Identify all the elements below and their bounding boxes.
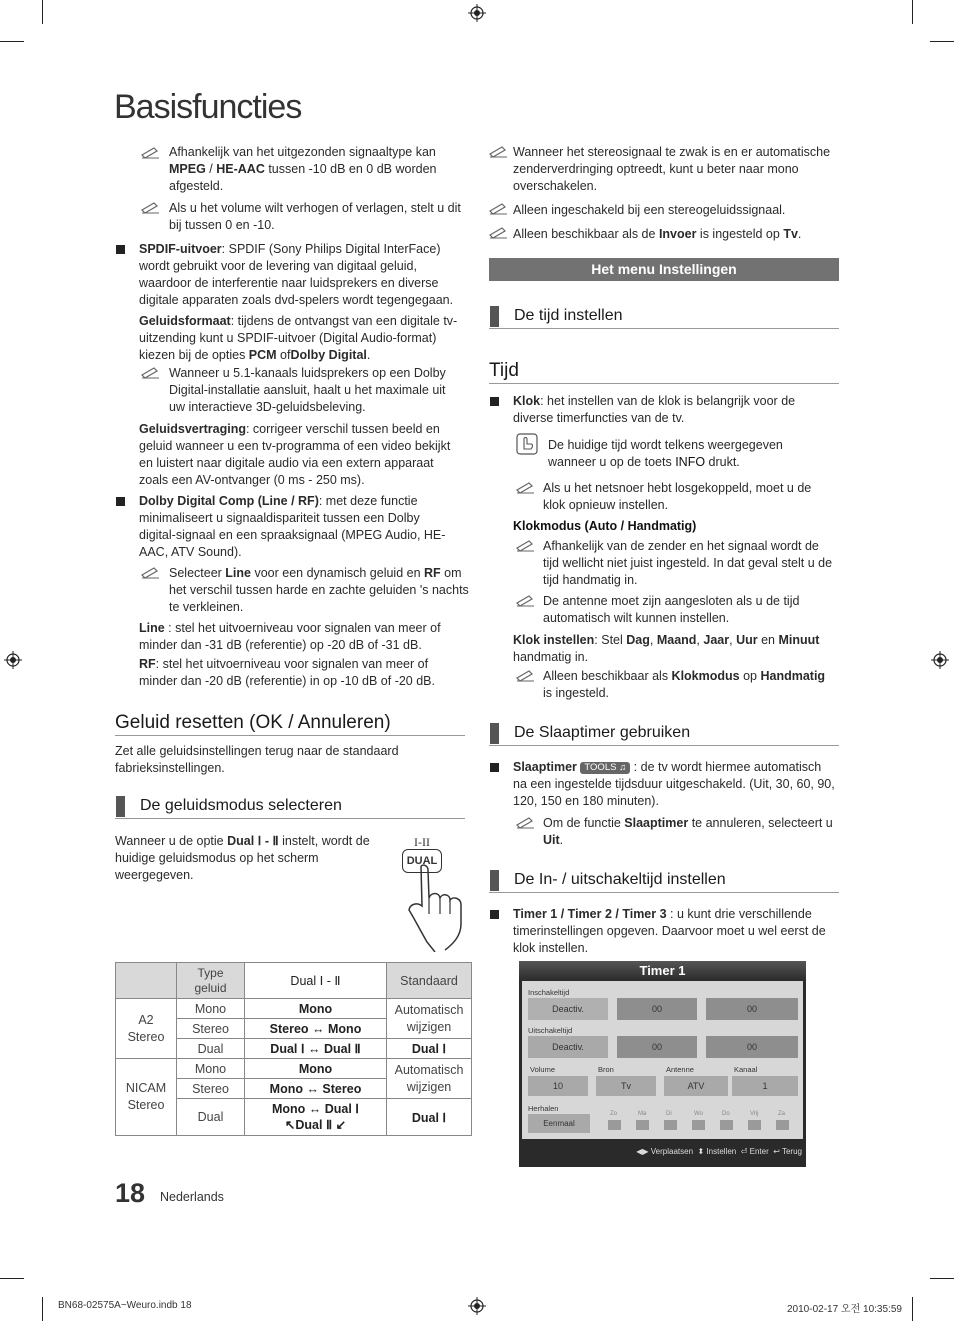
note-info-key: De huidige tijd wordt telkens weergegeven wanneer u op de toets INFO drukt. [548,438,783,469]
crop-mark [930,41,954,42]
on-minute-field[interactable]: 00 [706,998,798,1020]
table-cell [245,1099,387,1136]
day-label: Di [666,1111,672,1117]
pencil-note-icon [516,816,536,830]
sound-reset-text: Zet alle geluidsinstellingen terug naar de standaard fabrieksinstellingen. [115,744,399,775]
heading-sound-reset: Geluid resetten (OK / Annuleren) [115,712,391,733]
dual-button: DUAL [402,849,442,873]
adjust-arrows-icon: ⬍ [697,1147,705,1156]
move-arrows-icon: ◀▶ [636,1147,649,1156]
table-cell: Dual [177,1099,245,1136]
note-stereo-weak: Wanneer het stereosignaal te zwak is en er automatische zenderverdringing optreedt, kunt u beter naar mono overschakelen. [513,145,831,193]
heading-bar [490,306,499,327]
tools-badge: TOOLS ♫ [580,762,630,774]
channel-field[interactable]: 1 [732,1076,798,1096]
crop-mark [0,41,24,42]
registration-mark-icon [468,1297,486,1315]
note-input-tv: Alleen beschikbaar als de Invoer is ingesteld op Tv. [513,227,802,241]
timer-text: Timer 1 / Timer 2 / Timer 3 : u kunt drie verschillende timerinstellingen opgeven. Daarvoor moet u wel eerst de klok instellen. [513,907,826,955]
heading-bar [490,723,499,744]
table-cell: Mono [245,1059,387,1079]
crop-mark [42,1297,43,1321]
pencil-note-icon [489,226,509,240]
heading-underline [115,735,465,736]
day-label: Wo [694,1111,703,1117]
sound-mode-text: Wanneer u de optie Dual Ⅰ - Ⅱ instelt, wordt de huidige geluidsmodus op het scherm weergegeven. [115,834,370,882]
sleep-timer-text: Slaaptimer TOOLS ♫ : de tv wordt hiermee automatisch na een ingestelde tijdsduur uitgeschakeld. (Uit, 30, 60, 90, 120, 150 en 180 minuten). [513,760,835,808]
on-hour-field[interactable]: 00 [617,998,697,1020]
channel-label: Kanaal [734,1065,758,1074]
registration-mark-icon [4,651,22,669]
line-level-text: Line : stel het uitvoerniveau voor signalen van meer of minder dan -31 dB (referentie) op -20 dB of -31 dB. [139,621,441,652]
table-cell: Stereo [177,1019,245,1039]
table-cell: Stereo ↔ Mono [245,1019,387,1039]
table-cell: Mono [245,999,387,1019]
remote-hand-icon [516,433,538,455]
note-manual-only: Alleen beschikbaar als Klokmodus op Handmatig is ingesteld. [543,669,826,700]
heading-sleep-timer: De Slaaptimer gebruiken [514,724,691,741]
heading-on-off-timer: De In- / uitschakeltijd instellen [514,871,726,888]
clock-mode-label: Klokmodus (Auto / Handmatig) [513,519,697,533]
day-checkbox[interactable] [776,1120,789,1130]
volume-label: Volume [530,1065,556,1074]
timer-nav-bar: ◀▶ Verplaatsen ⬍ Instellen ⏎ Enter ↩ Terug [636,1147,802,1156]
note-antenna: De antenne moet zijn aangesloten als u de tijd automatisch wilt kunnen instellen. [543,594,800,625]
dolby-comp-text: Dolby Digital Comp (Line / RF): met deze functie minimaliseert u signaaldispariteit tussen een Dolby digital-signaal en een spraaksignaal (MPEG Audio, HE-AAC, ATV Sound). [139,494,446,559]
page-language: Nederlands [160,1190,224,1204]
bullet-square [490,397,499,406]
pencil-note-icon [489,202,509,216]
source-field[interactable]: Tv [596,1076,656,1096]
timer-screen [519,961,806,1167]
table-cell: Dual [177,1039,245,1059]
table-cell-line: Mono ↔ Dual Ⅰ [271,1102,359,1116]
day-label: Do [722,1111,730,1117]
pencil-note-icon [516,669,536,683]
note-dolby-51: Wanneer u 5.1-kanaals luidsprekers op een Dolby Digital-installatie aansluit, haalt u het maximale uit uw interactieve 3D-geluidsbeleving. [169,366,446,414]
table-header-cell: Dual Ⅰ - Ⅱ [245,963,387,999]
note-signal-type: Afhankelijk van het uitgezonden signaaltype kan MPEG / HE-AAC tussen -10 dB en 0 dB worden afgesteld. [169,145,437,193]
pencil-note-icon [141,201,161,215]
day-label: Zo [610,1111,618,1117]
pencil-note-icon [516,539,536,553]
heading-bar [116,796,125,817]
spdif-text: SPDIF-uitvoer: SPDIF (Sony Philips Digital InterFace) wordt gebruikt voor de levering van digitaal geluid, waardoor de interferentie naar luidsprekers en diverse digitale apparaten zoals dvd-spelers wordt tegengegaan. [139,242,454,307]
table-cell-line: ↖Dual Ⅱ ↙ [284,1118,347,1132]
crop-mark [0,1278,24,1279]
pencil-note-icon [516,594,536,608]
table-header-cell: Type geluid [177,963,245,999]
footer-file: BN68-02575A~Weuro.indb 18 [58,1300,192,1311]
day-checkbox[interactable] [720,1120,733,1130]
heading-underline [489,383,839,384]
day-checkbox[interactable] [692,1120,705,1130]
table-cell-system: A2 Stereo [116,999,177,1059]
enter-icon: ⏎ [740,1147,748,1156]
bullet-square [116,245,125,254]
off-hour-field[interactable]: 00 [617,1036,697,1058]
day-checkbox[interactable] [636,1120,649,1130]
crop-mark [42,0,43,24]
off-minute-field[interactable]: 00 [706,1036,798,1058]
source-label: Bron [598,1065,614,1074]
clock-text: Klok: het instellen van de klok is belangrijk voor de diverse timerfuncties van de tv. [513,394,796,425]
heading-underline [489,328,839,329]
table-cell: Mono [177,999,245,1019]
note-sleep-cancel: Om de functie Slaaptimer te annuleren, selecteert u Uit. [543,816,833,847]
table-cell: Dual Ⅰ [387,1099,472,1136]
crop-mark [912,0,913,24]
rf-level-text: RF: stel het uitvoerniveau voor signalen van meer of minder dan -20 dB (referentie) in op -10 dB of -20 dB. [139,657,435,688]
bullet-square [490,763,499,772]
remote-label: I-II [414,835,430,849]
sound-delay-text: Geluidsvertraging: corrigeer verschil tussen beeld en geluid wanneer u een tv-programma of een video bekijkt en luistert naar digitale audio via een extern apparaat zoals een AV-ontvanger (0 ms - 250 ms). [139,422,451,487]
off-time-label: Uitschakeltijd [528,1026,573,1035]
table-cell: Mono [177,1059,245,1079]
heading-set-time: De tijd instellen [514,307,623,324]
off-time-select[interactable]: Deactiv. [528,1036,608,1058]
note-stereo-only: Alleen ingeschakeld bij een stereogeluidssignaal. [513,203,786,217]
day-checkbox[interactable] [664,1120,677,1130]
table-cell: Automatisch wijzigen [387,1059,472,1099]
heading-sound-mode: De geluidsmodus selecteren [140,797,342,814]
table-cell: Dual Ⅰ ↔ Dual Ⅱ [245,1039,387,1059]
table-cell-system: NICAM Stereo [116,1059,177,1136]
table-header-cell: Standaard [387,963,472,999]
timer-screen-title: Timer 1 [519,961,806,981]
day-label: Ma [638,1111,647,1117]
heading-bar [490,870,499,891]
table-cell: Dual Ⅰ [387,1039,472,1059]
hand-pressing-icon [405,862,467,952]
registration-mark-icon [931,651,949,669]
page-title: Basisfuncties [114,88,302,126]
table-cell: Automatisch wijzigen [387,999,472,1039]
note-line-rf: Selecteer Line voor een dynamisch geluid en RF om het verschil tussen harde en zachte geluiden 's nachts te verkleinen. [169,566,469,614]
table-cell: Mono ↔ Stereo [245,1079,387,1099]
crop-mark [912,1297,913,1321]
repeat-label: Herhalen [528,1104,559,1113]
heading-underline [115,818,465,819]
day-label: Za [778,1111,786,1117]
note-volume: Als u het volume wilt verhogen of verlagen, stelt u dit bij tussen 0 en -10. [169,201,461,232]
day-checkbox[interactable] [748,1120,761,1130]
registration-mark-icon [468,4,486,22]
timer-panel [522,981,803,1139]
return-icon: ↩ [773,1147,780,1156]
antenna-label: Antenne [666,1065,694,1074]
heading-underline [489,892,839,893]
volume-field[interactable]: 10 [528,1076,588,1096]
bullet-square [490,910,499,919]
footer-date: 2010-02-17 오전 10:35:59 [787,1304,902,1315]
pencil-note-icon [141,146,161,160]
heading-tijd: Tijd [489,360,519,381]
pencil-note-icon [489,145,509,159]
crop-mark [930,1278,954,1279]
day-label: Vrij [750,1111,759,1117]
sound-mode-table [115,962,472,1136]
clock-set-text: Klok instellen: Stel Dag, Maand, Jaar, Uur en Minuut handmatig in. [513,633,820,664]
note-power-cord: Als u het netsnoer hebt losgekoppeld, moet u de klok opnieuw instellen. [543,481,812,512]
antenna-field[interactable]: ATV [664,1076,728,1096]
heading-underline [489,745,839,746]
note-clock-auto: Afhankelijk van de zender en het signaal wordt de tijd wellicht niet juist ingesteld. In dat geval stelt u de tijd handmatig in. [543,539,833,587]
on-time-select[interactable]: Deactiv. [528,998,608,1020]
page-number: 18 [115,1178,146,1208]
sound-format-text: Geluidsformaat: tijdens de ontvangst van een digitale tv-uitzending kunt u SPDIF-uitvoer (Digital Audio-format) kiezen bij de opties PCM ofDolby Digital. [139,314,458,362]
table-header-cell [116,963,177,999]
pencil-note-icon [516,481,536,495]
pencil-note-icon [141,566,161,580]
menu-section-bar: Het menu Instellingen [489,258,839,281]
bullet-square [116,497,125,506]
day-checkbox[interactable] [608,1120,621,1130]
pencil-note-icon [141,366,161,380]
repeat-field[interactable]: Eenmaal [528,1114,590,1133]
table-cell: Stereo [177,1079,245,1099]
on-time-label: Inschakeltijd [528,988,570,997]
